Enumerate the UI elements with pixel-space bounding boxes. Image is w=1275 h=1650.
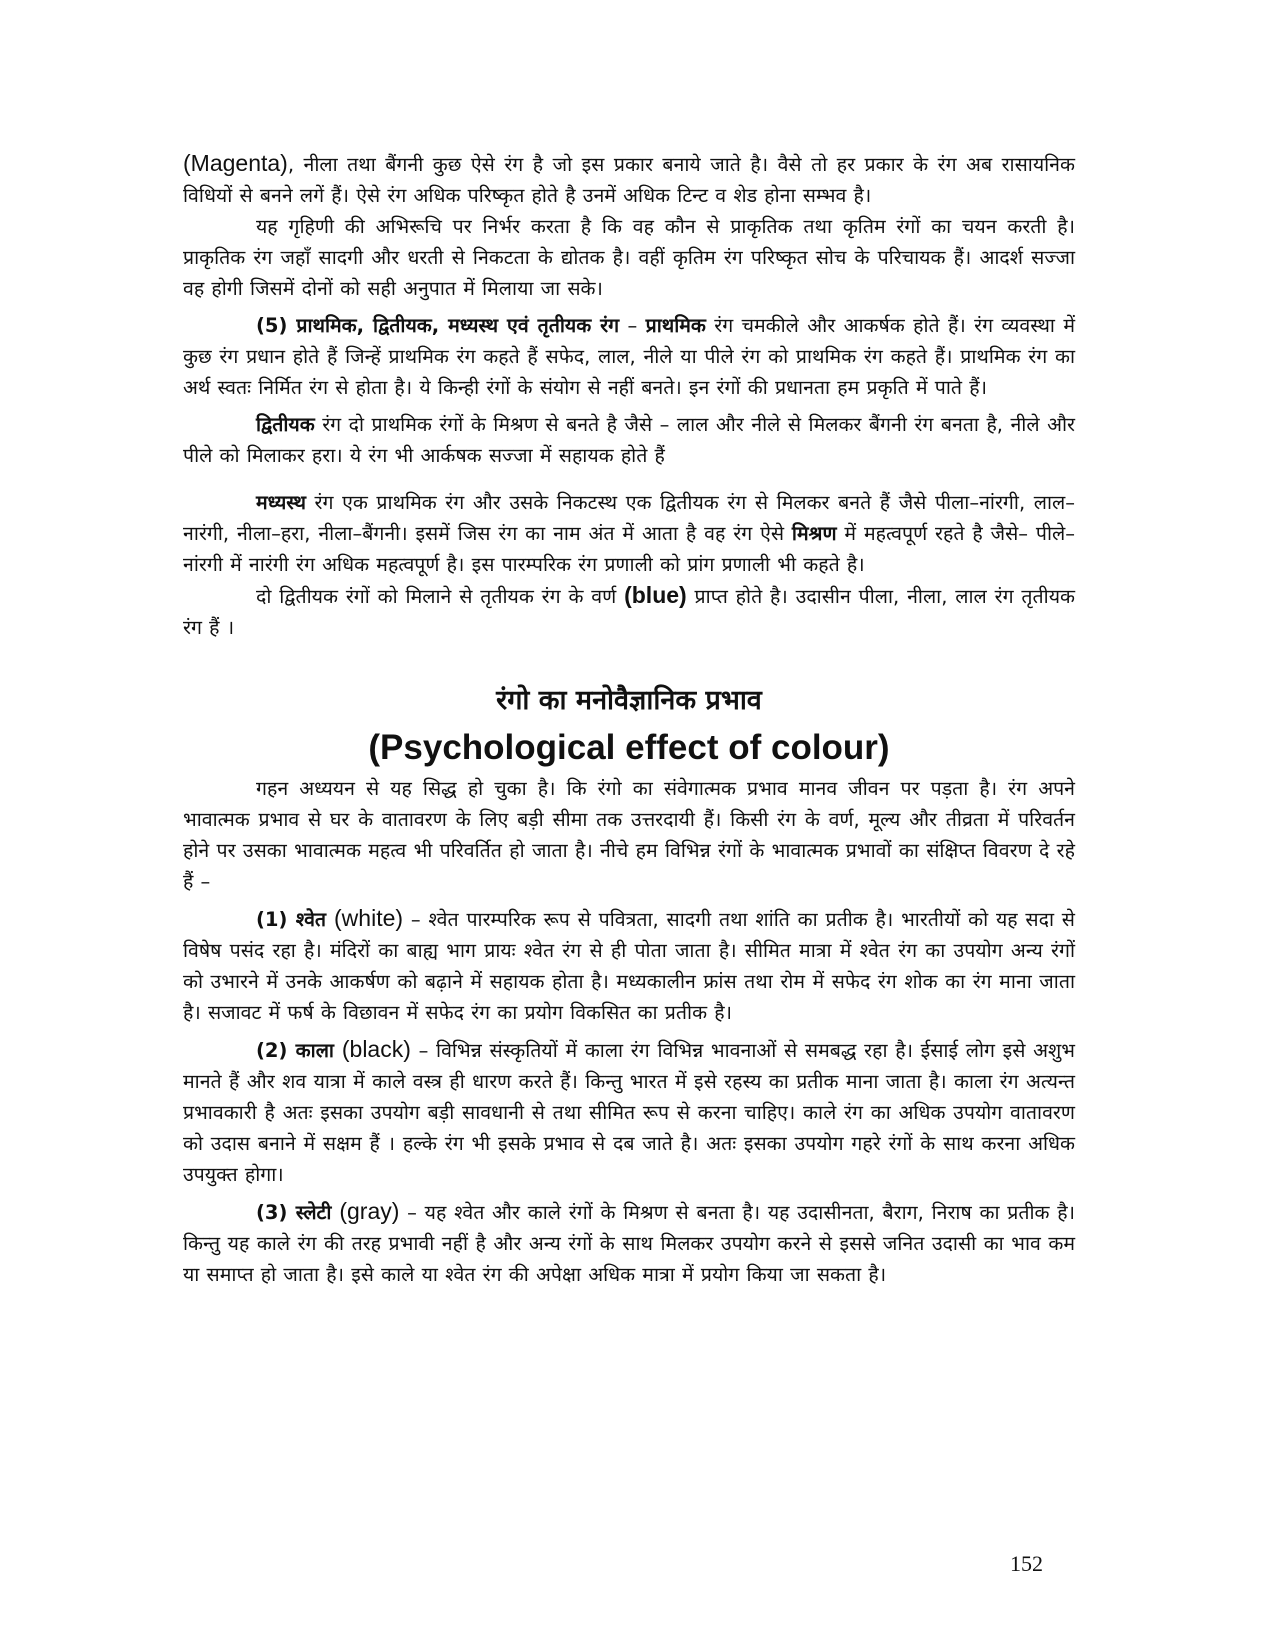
black-english-term: (black): [333, 1036, 411, 1062]
secondary-term: द्वितीयक: [256, 413, 315, 436]
psychology-heading-english: (Psychological effect of colour): [368, 728, 890, 767]
dash: –: [619, 314, 646, 337]
white-term: (1) श्वेत: [256, 908, 327, 931]
black-term: (2) काला: [256, 1039, 334, 1062]
gray-english-term: (gray): [331, 1198, 400, 1224]
tertiary-text-1: दो द्वितीयक रंगों को मिलाने से तृतीयक रंग के वर्ण: [256, 585, 625, 608]
tertiary-blue-term: (blue): [624, 582, 687, 608]
white-english-term: (white): [326, 905, 404, 931]
tertiary-colour-paragraph: [183, 580, 1075, 643]
gray-term: (3) स्लेटी: [256, 1201, 332, 1224]
intermediate-text-2: में महत्वपूर्ण रहते है जैसे– पीले– नांरगी में नारंगी रंग अधिक महत्वपूर्ण है। इस पारम्परिक रंग प्रणाली को प्रांग प्रणाली भी कहते है।: [183, 522, 1075, 576]
page-number: 152: [1010, 1551, 1043, 1576]
magenta-term: (Magenta): [183, 150, 288, 176]
secondary-text: रंग दो प्राथमिक रंगों के मिश्रण से बनते है जैसे – लाल और नीले से मिलकर बैंगनी रंग बनता है, नीले और पीले को मिलाकर हरा। ये रंग भी आर्कषक सज्जा में सहायक होते हैं: [183, 413, 1075, 467]
white-text: – श्वेत पारम्परिक रूप से पवित्रता, सादगी तथा शांति का प्रतीक है। भारतीयों को यह सदा से विषेष पसंद रहा है। मंदिरों का बाह्य भाग प्रायः श्वेत रंग से ही पोता जाता है। सीमित मात्रा में श्वेत रंग का उपयोग अन्य रंगों को उभारने में उनके आकर्षण को बढ़ाने में सहायक होता है। मध्यकालीन फ्रांस तथा रोम में सफेद रंग शोक का रंग माना जाता है। सजावट में फर्ष के विछावन में सफेद रंग का प्रयोग विकसित का प्रतीक है।: [183, 908, 1075, 1024]
primary-colour-paragraph: [183, 310, 1075, 403]
black-colour-paragraph: [183, 1034, 1075, 1190]
white-colour-paragraph: [183, 903, 1075, 1028]
intermediate-term: मध्यस्थ: [256, 491, 306, 514]
intermediate-mix-term: मिश्रण: [791, 522, 837, 545]
intermediate-colour-paragraph: [183, 487, 1075, 580]
gray-text: – यह श्वेत और काले रंगों के मिश्रण से बनता है। यह उदासीनता, बैराग, निराष का प्रतीक है। किन्तु यह काले रंग की तरह प्रभावी नहीं है और अन्य रंगों के साथ मिलकर उपयोग करने से इससे जनित उदासी का भाव कम या समाप्त हो जाता है। इसे काले या श्वेत रंग की अपेक्षा अधिक मात्रा में प्रयोग किया जा सकता है।: [183, 1201, 1075, 1286]
primary-text: रंग चमकीले और आकर्षक होते हैं। रंग व्यवस्था में कुछ रंग प्रधान होते हैं जिन्हें प्राथमिक रंग कहते हैं सफेद, लाल, नीले या पीले रंग को प्राथमिक रंग कहते हैं। प्राथमिक रंग का अर्थ स्वतः निर्मित रंग से होता है। ये किन्ही रंगों के संयोग से नहीं बनते। इन रंगों की प्रधानता हम प्रकृति में पाते हैं।: [183, 314, 1075, 399]
gray-colour-paragraph: [183, 1196, 1075, 1290]
psychology-intro-paragraph: गहन अध्ययन से यह सिद्ध हो चुका है। कि रंगो का संवेगात्मक प्रभाव मानव जीवन पर पड़ता है। रंग अपने भावात्मक प्रभाव से घर के वातावरण के लिए बड़ी सीमा तक उत्तरदायी हैं। किसी रंग के वर्ण, मूल्य और तीव्रता में परिवर्तन होने पर उसका भावात्मक महत्व भी परिवर्तित हो जाता है। नीचे हम विभिन्न रंगों के भावात्मक प्रभावों का संक्षिप्त विवरण दे रहे हैं –: [183, 777, 1075, 893]
natural-artificial-paragraph: यह गृहिणी की अभिरूचि पर निर्भर करता है कि वह कौन से प्राकृतिक तथा कृतिम रंगों का चयन करती है। प्राकृतिक रंग जहाँ सादगी और धरती से निकटता के द्योतक है। वहीं कृतिम रंग परिष्कृत सोच के परिचायक हैं। आदर्श सज्जा वह होगी जिसमें दोनों को सही अनुपात में मिलाया जा सके।: [183, 215, 1075, 300]
tertiary-text-2: प्राप्त होते है। उदासीन पीला, नीला, लाल रंग तृतीयक रंग हैं ।: [183, 585, 1075, 639]
intro-text: , नीला तथा बैंगनी कुछ ऐसे रंग है जो इस प्रकार बनाये जाते है। वैसे तो हर प्रकार के रंग अब रासायनिक विधियों से बनने लगें हैं। ऐसे रंग अधिक परिष्कृत होते है उनमें अधिक टिन्ट व शेड होना सम्भव है।: [183, 153, 1075, 207]
secondary-colour-paragraph: [183, 409, 1075, 471]
intermediate-text-1: रंग एक प्राथमिक रंग और उसके निकटस्थ एक द्वितीयक रंग से मिलकर बनते हैं जैसे पीला–नांरगी, लाल–नारंगी, नीला–हरा, नीला–बैंगनी। इसमें जिस रंग का नाम अंत में आता है वह रंग ऐसे: [183, 491, 1075, 545]
intro-paragraph: [183, 148, 1075, 211]
section5-heading: (5) प्राथमिक, द्वितीयक, मध्यस्थ एवं तृतीयक रंग: [256, 314, 620, 337]
black-text: – विभिन्न संस्कृतियों में काला रंग विभिन्न भावनाओं से समबद्ध रहा है। ईसाई लोग इसे अशुभ मानते हैं और शव यात्रा में काले वस्त्र ही धारण करते हैं। किन्तु भारत में इसे रहस्य का प्रतीक माना जाता है। काला रंग अत्यन्त प्रभावकारी है अतः इसका उपयोग बड़ी सावधानी से तथा सीमित रूप से करना चाहिए। काले रंग का अधिक उपयोग वातावरण को उदास बनाने में सक्षम हैं । हल्के रंग भी इसके प्रभाव से दब जाते है। अतः इसका उपयोग गहरे रंगों के साथ करना अधिक उपयुक्त होगा।: [183, 1039, 1075, 1186]
primary-term: प्राथमिक: [645, 314, 706, 337]
psychology-heading-hindi: रंगो का मनोवैज्ञानिक प्रभाव: [496, 685, 762, 716]
